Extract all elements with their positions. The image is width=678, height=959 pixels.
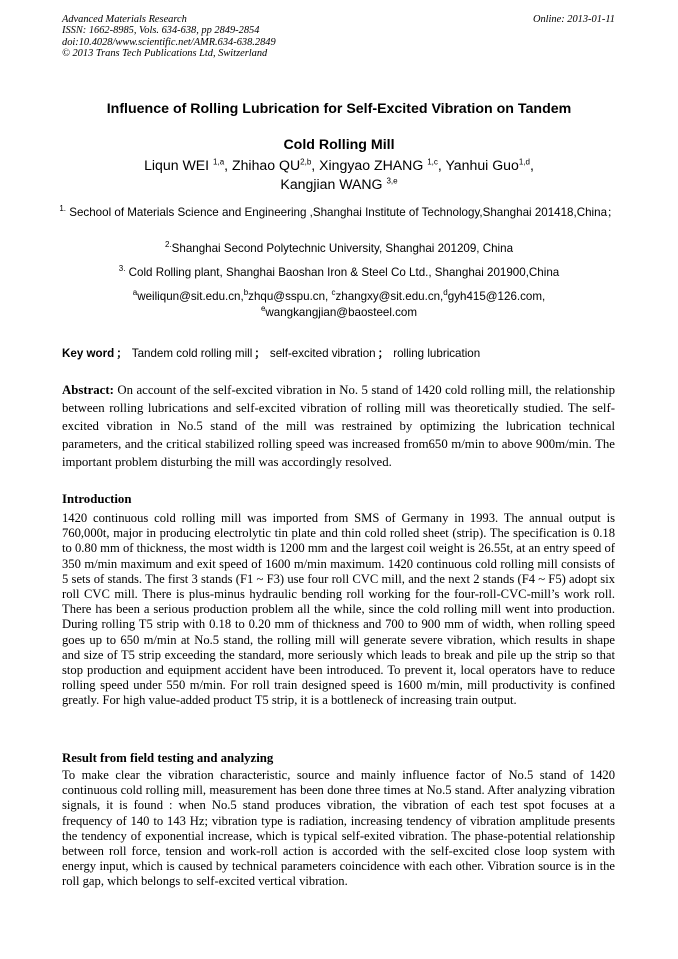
email: $^c$zhangxy@sit.edu.cn, [331,288,444,303]
introduction-paragraph: 1420 continuous cold rolling mill was imported from SMS of Germany in 1993. The annual output is 760,000t, major in producing electrolytic tin plate and thin cold rolled sheet (strip). The specification is 0.18 to 0.80 mm of thickness, the most width is 1200 mm and the largest coil weight is 26.55t, at an entry speed of 350 m/min maximum and exit speed of 1600 m/min maximum. 1420 continuous cold rolling mill consists of 5 sets of stands. The first 3 stands (F1 ~ F3) use four roll CVC mill, and the next 2 stands (F4 ~ F5) adopt six roll CVC mill. There is plus-minus hydraulic bending roll working for the four-roll-CVC-mill’s work roll. There has been a serious production problem all the while, since the cold rolling mill went into production. During rolling T5 strip with 0.18 to 0.20 mm of thickness and 700 to 900 mm of width, when rolling speed goes up to 650 m/min at No.5 stand, the rolling mill will generate severe vibration, which results in shape and size of T5 strip exceeding the standard, more seriously which leads to break and pile up the strip so that stop production and equipment accident have been introduced. To prevent it, local operators have to reduce rolling speed under 550 m/min. For roll train designed speed is 1600 m/min, mill productivity is confined greatly. For high value-added product T5 strip, it is a bottleneck of increasing train output. [62,511,615,708]
copyright-line: © 2013 Trans Tech Publications Ltd, Switzerland [62,47,268,59]
author-emails [50,289,628,320]
email: $^b$zhqu@sspu.cn, [243,288,332,303]
keyword: self-excited vibration [269,347,376,360]
affiliation-2: $^{2.}$Shanghai Second Polytechnic University, Shanghai 201209, China [164,240,514,255]
section-heading-introduction: Introduction [62,492,132,506]
email: $^d$gyh415@126.com, [443,288,546,303]
keyword: rolling lubrication [393,347,481,360]
issn-line: ISSN: 1662-8985, Vols. 634-638, pp 2849-2854 [62,25,260,37]
doi-line: doi:10.4028/www.scientific.net/AMR.634-638.2849 [62,36,276,48]
author: Xingyao ZHANG $^{1,c}$, [319,157,446,173]
author: Kangjian WANG $^{3,e}$ [280,176,398,192]
email: $^a$weiliqun@sit.edu.cn, [132,288,244,303]
abstract [62,381,615,471]
abstract-text: On account of the self-excited vibration in No. 5 stand of 1420 cold rolling mill, the relationship between rolling lubrications and self-excited vibration of rolling mill was theoretically studied. The self-excited vibration in No.5 stand of the mill was restrained by optimizing the lubrication technical parameters, and the critical stabilized rolling speed was increased from650 m/min to above 900m/min. The important problem disturbing the mill was accordingly resolved. [62,383,615,469]
result-paragraph: To make clear the vibration characteristic, source and mainly influence factor of No.5 stand of 1420 continuous cold rolling mill, measurement has been done three times at No.5 stand. After analyzing vibration signals, it is found : when No.5 stand produces vibration, the vibration of each test spot focuses at a frequency of 140 to 143 Hz; vibration type is radiation, increasing tendency of vibration amplitude presents the tendency of exponential increase, which is typical self-exited vibration. The phase-potential relationship between roll force, tension and work-roll action is accorded with the self-excited close loop system with energy input, which is caused by technical parameters coincidence with each other. Vibration source is in the roll gap, which belongs to self-excited vertical vibration. [62,768,615,889]
abstract-label: Abstract: [62,383,114,397]
journal-header [62,14,615,59]
keyword: Tandem cold rolling mill [131,347,253,360]
affiliation-3: $^{3.}$ Cold Rolling plant, Shanghai Baoshan Iron & Steel Co Ltd., Shanghai 201900,China [118,264,560,279]
title-line-1: Influence of Rolling Lubrication for Self-Excited Vibration on Tandem [106,101,572,117]
online-date: Online: 2013-01-11 [532,14,615,25]
author: Zhihao QU$^{2,b}$, [231,157,320,173]
author: Liqun WEI $^{1,a}$, [144,157,232,173]
affiliation-1: $^{1.}$ Sechool of Materials Science and Engineering ,Shanghai Institute of Technology,Shanghai 201418,China； [59,204,619,219]
title-line-2: Cold Rolling Mill [283,137,395,153]
keywords: Key word ； Tandem cold rolling mill ； self-excited vibration ； rolling lubrication [62,347,481,360]
keywords-label: Key word [62,347,115,360]
author-list [50,156,628,194]
author: Yanhui Guo$^{1,d}$, [445,157,534,173]
paper-title [40,91,638,163]
journal-name: Advanced Materials Research [62,14,187,25]
section-heading-result: Result from field testing and analyzing [62,751,274,765]
email: $^e$wangkangjian@baosteel.com [260,303,418,319]
